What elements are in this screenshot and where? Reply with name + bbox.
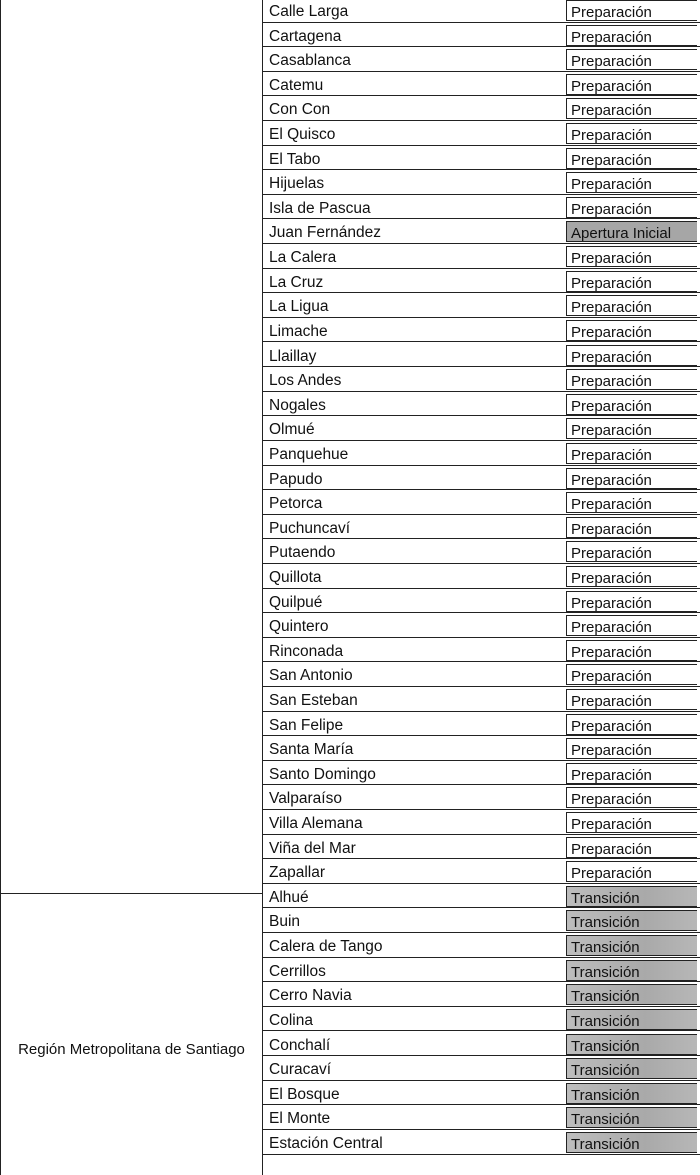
commune-name: La Cruz — [269, 273, 324, 291]
status-badge: Preparación — [566, 591, 697, 612]
table-row — [263, 23, 700, 48]
commune-name: Quilpué — [269, 593, 323, 611]
table-row — [263, 687, 700, 712]
status-badge: Preparación — [566, 320, 697, 341]
status-badge: Preparación — [566, 271, 697, 292]
table-row — [263, 662, 700, 687]
status-badge: Preparación — [566, 345, 697, 366]
table-row — [263, 170, 700, 195]
commune-name: Quillota — [269, 568, 322, 586]
commune-name: Alhué — [269, 888, 309, 906]
commune-name: Valparaíso — [269, 790, 342, 808]
commune-name: Papudo — [269, 470, 323, 488]
table-row — [263, 490, 700, 515]
region-cell-valparaiso — [0, 0, 263, 894]
commune-name: San Antonio — [269, 667, 353, 685]
commune-name: Calera de Tango — [269, 938, 383, 956]
status-badge: Preparación — [566, 492, 697, 513]
table-row — [263, 933, 700, 958]
status-badge: Preparación — [566, 664, 697, 685]
commune-name: El Quisco — [269, 126, 336, 144]
commune-name: Curacaví — [269, 1061, 332, 1079]
table-row — [263, 195, 700, 220]
table-row — [263, 146, 700, 171]
commune-name: Calle Larga — [269, 3, 349, 20]
status-badge: Preparación — [566, 172, 697, 193]
status-badge: Preparación — [566, 295, 697, 316]
table-row — [263, 859, 700, 884]
region-label: Región Metropolitana de Santiago — [18, 1041, 245, 1058]
table-row — [263, 121, 700, 146]
commune-name: La Calera — [269, 249, 337, 267]
status-badge: Preparación — [566, 49, 697, 70]
status-badge: Preparación — [566, 74, 697, 95]
status-badge: Preparación — [566, 763, 697, 784]
status-badge: Preparación — [566, 418, 697, 439]
status-badge: Preparación — [566, 443, 697, 464]
table-row — [263, 589, 700, 614]
table-row — [263, 515, 700, 540]
status-badge: Transición — [566, 984, 697, 1005]
status-badge: Apertura Inicial — [566, 221, 697, 242]
status-badge: Transición — [566, 886, 697, 907]
status-badge: Transición — [566, 1107, 697, 1128]
status-badge: Preparación — [566, 566, 697, 587]
status-badge: Transición — [566, 960, 697, 981]
status-badge: Preparación — [566, 738, 697, 759]
status-badge: Preparación — [566, 246, 697, 267]
commune-name: La Ligua — [269, 298, 329, 316]
table-row — [263, 982, 700, 1007]
table-row — [263, 564, 700, 589]
commune-name: Colina — [269, 1011, 313, 1029]
table-row — [263, 293, 700, 318]
table-row — [263, 785, 700, 810]
table-row — [263, 884, 700, 909]
status-badge: Preparación — [566, 861, 697, 882]
status-badge: Preparación — [566, 25, 697, 46]
status-badge: Preparación — [566, 615, 697, 636]
commune-name: Quintero — [269, 618, 329, 636]
table-row — [263, 343, 700, 368]
table-row — [263, 1105, 700, 1130]
status-badge: Preparación — [566, 148, 697, 169]
status-badge: Preparación — [566, 98, 697, 119]
commune-name: Rinconada — [269, 642, 344, 660]
commune-name: Conchalí — [269, 1036, 331, 1054]
status-badge: Preparación — [566, 787, 697, 808]
status-badge: Preparación — [566, 517, 697, 538]
commune-name: Olmué — [269, 421, 315, 439]
commune-name: Estación Central — [269, 1134, 383, 1152]
status-badge: Preparación — [566, 369, 697, 390]
commune-name: Casablanca — [269, 52, 351, 70]
commune-name: Nogales — [269, 396, 326, 414]
table-row — [263, 1007, 700, 1032]
status-badge: Transición — [566, 1009, 697, 1030]
commune-name: Panquehue — [269, 445, 349, 463]
table-row — [263, 613, 700, 638]
status-badge: Preparación — [566, 468, 697, 489]
status-badge: Preparación — [566, 689, 697, 710]
commune-name: El Tabo — [269, 150, 321, 168]
commune-name: Hijuelas — [269, 175, 325, 193]
status-badge: Preparación — [566, 197, 697, 218]
table-row — [263, 908, 700, 933]
table-row — [263, 1032, 700, 1057]
table-row — [263, 416, 700, 441]
commune-name: San Esteban — [269, 692, 358, 709]
commune-name: Limache — [269, 322, 328, 340]
status-badge: Transición — [566, 1083, 697, 1104]
commune-name: Putaendo — [269, 544, 336, 562]
commune-name: Cerro Navia — [269, 987, 352, 1005]
table-row — [263, 47, 700, 72]
table-row — [263, 72, 700, 97]
table-row — [263, 736, 700, 761]
table-row — [263, 367, 700, 392]
table-row — [263, 712, 700, 737]
table-row — [263, 441, 700, 466]
status-badge: Preparación — [566, 714, 697, 735]
commune-name: Cerrillos — [269, 962, 326, 980]
status-badge: Preparación — [566, 812, 697, 833]
table-row — [263, 318, 700, 343]
table-row — [263, 466, 700, 491]
table-row — [263, 810, 700, 835]
commune-name: Juan Fernández — [269, 224, 382, 242]
status-badge: Transición — [566, 935, 697, 956]
table-row — [263, 1056, 700, 1081]
table-row — [263, 269, 700, 294]
status-badge: Transición — [566, 1058, 697, 1079]
status-badge: Transición — [566, 910, 697, 931]
commune-name: Llaillay — [269, 347, 317, 365]
commune-name: El Monte — [269, 1110, 331, 1128]
status-badge: Preparación — [566, 0, 697, 21]
status-badge: Preparación — [566, 541, 697, 562]
status-badge: Preparación — [566, 394, 697, 415]
commune-name: Petorca — [269, 495, 323, 513]
commune-name: Catemu — [269, 76, 324, 94]
commune-name: Isla de Pascua — [269, 199, 371, 217]
commune-name: San Felipe — [269, 716, 344, 734]
table-row — [263, 761, 700, 786]
table-row — [263, 219, 700, 244]
table-row — [263, 958, 700, 983]
status-badge: Preparación — [566, 123, 697, 144]
commune-name: Puchuncaví — [269, 519, 350, 537]
commune-name: Con Con — [269, 101, 331, 119]
table-row — [263, 96, 700, 121]
table-row — [263, 835, 700, 860]
commune-name: El Bosque — [269, 1085, 340, 1103]
commune-name: Santo Domingo — [269, 765, 376, 783]
table-row — [263, 1081, 700, 1106]
region-cell-metropolitana — [0, 894, 263, 1175]
status-badge: Transición — [566, 1132, 697, 1153]
table-row — [263, 539, 700, 564]
commune-name: Santa María — [269, 741, 354, 759]
commune-name: Cartagena — [269, 27, 342, 45]
commune-name: Los Andes — [269, 372, 342, 390]
table-row — [263, 1130, 700, 1155]
table-row — [263, 244, 700, 269]
commune-name: Buin — [269, 913, 301, 931]
status-badge: Transición — [566, 1034, 697, 1055]
commune-name: Zapallar — [269, 864, 325, 882]
table-row — [263, 638, 700, 663]
commune-name: Villa Alemana — [269, 815, 363, 833]
status-badge: Preparación — [566, 640, 697, 661]
status-badge: Preparación — [566, 837, 697, 858]
commune-name: Viña del Mar — [269, 839, 356, 857]
table-row — [263, 392, 700, 417]
table-row — [263, 0, 700, 23]
